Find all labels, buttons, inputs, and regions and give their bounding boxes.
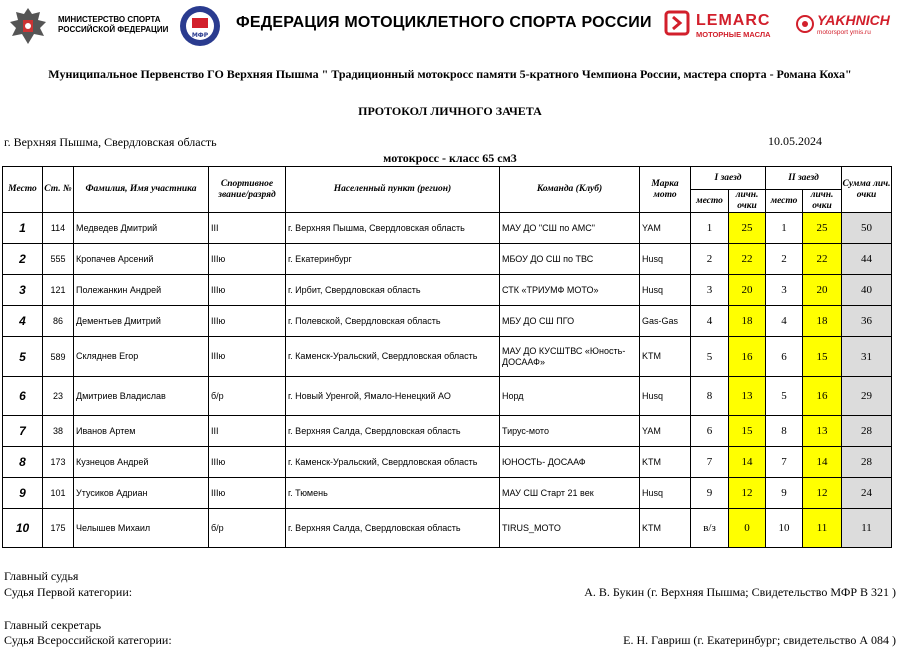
table-row xyxy=(3,377,892,416)
header-race2: II заезд xyxy=(766,167,842,190)
cell-race2-place: 8 xyxy=(766,416,803,447)
russian-eagle-emblem-icon xyxy=(6,4,50,48)
secretary-category: Судья Всероссийской категории: xyxy=(4,633,172,647)
cell-race1-points: 22 xyxy=(729,244,766,275)
cell-total: 31 xyxy=(842,337,892,377)
header-total: Сумма лич. очки xyxy=(842,167,892,213)
cell-team: МАУ СШ Старт 21 век xyxy=(500,478,640,509)
cell-city: г. Верхняя Пышма, Свердловская область xyxy=(286,213,500,244)
cell-team: МБУ ДО СШ ПГО xyxy=(500,306,640,337)
cell-race2-place: 1 xyxy=(766,213,803,244)
cell-race1-place: 3 xyxy=(691,275,729,306)
cell-place: 4 xyxy=(3,306,43,337)
cell-team: МАУ ДО КУСШТВС «Юность-ДОСААФ» xyxy=(500,337,640,377)
cell-city: г. Полевской, Свердловская область xyxy=(286,306,500,337)
table-row xyxy=(3,447,892,478)
cell-name: Кропачев Арсений xyxy=(74,244,209,275)
cell-team: ЮНОСТЬ- ДОСААФ xyxy=(500,447,640,478)
cell-race1-points: 12 xyxy=(729,478,766,509)
cell-name: Медведев Дмитрий xyxy=(74,213,209,244)
cell-place: 7 xyxy=(3,416,43,447)
cell-race1-points: 16 xyxy=(729,337,766,377)
cell-name: Кузнецов Андрей xyxy=(74,447,209,478)
cell-rank: IIIю xyxy=(209,275,286,306)
header-place: Место xyxy=(3,167,43,213)
cell-race2-points: 14 xyxy=(803,447,842,478)
cell-place: 9 xyxy=(3,478,43,509)
cell-name: Дементьев Дмитрий xyxy=(74,306,209,337)
cell-bike: KTM xyxy=(640,337,691,377)
table-row xyxy=(3,416,892,447)
cell-rank: б/р xyxy=(209,377,286,416)
results-table xyxy=(2,166,892,548)
cell-team: Норд xyxy=(500,377,640,416)
judge-title: Главный судья xyxy=(4,569,79,583)
cell-place: 1 xyxy=(3,213,43,244)
cell-start-no: 101 xyxy=(43,478,74,509)
cell-total: 50 xyxy=(842,213,892,244)
cell-name: Челышев Михаил xyxy=(74,509,209,548)
cell-total: 28 xyxy=(842,416,892,447)
cell-rank: IIIю xyxy=(209,447,286,478)
cell-start-no: 38 xyxy=(43,416,74,447)
header-race2-points: личн. очки xyxy=(803,190,842,213)
cell-bike: YAM xyxy=(640,416,691,447)
cell-rank: III xyxy=(209,213,286,244)
cell-city: г. Верхняя Салда, Свердловская область xyxy=(286,509,500,548)
header-city: Населенный пункт (регион) xyxy=(286,167,500,213)
cell-start-no: 173 xyxy=(43,447,74,478)
ministry-line1: МИНИСТЕРСТВО СПОРТА xyxy=(58,15,161,24)
cell-race1-place: 9 xyxy=(691,478,729,509)
cell-race2-points: 11 xyxy=(803,509,842,548)
cell-race2-place: 3 xyxy=(766,275,803,306)
cell-race2-place: 5 xyxy=(766,377,803,416)
cell-race1-points: 15 xyxy=(729,416,766,447)
secretary-title: Главный секретарь xyxy=(4,618,102,632)
judge-name: А. В. Букин (г. Верхняя Пышма; Свидетельство МФР В 321 ) xyxy=(584,585,896,599)
cell-race1-points: 18 xyxy=(729,306,766,337)
table-row xyxy=(3,275,892,306)
cell-start-no: 114 xyxy=(43,213,74,244)
table-row xyxy=(3,244,892,275)
cell-city: г. Новый Уренгой, Ямало-Ненецкий АО xyxy=(286,377,500,416)
table-row xyxy=(3,213,892,244)
cell-race1-points: 13 xyxy=(729,377,766,416)
cell-race2-place: 2 xyxy=(766,244,803,275)
lemarc-sub: МОТОРНЫЕ МАСЛА xyxy=(696,30,771,39)
cell-place: 8 xyxy=(3,447,43,478)
event-date: 10.05.2024 xyxy=(768,134,822,148)
cell-race1-place: 5 xyxy=(691,337,729,377)
cell-name: Скляднев Егор xyxy=(74,337,209,377)
cell-race1-points: 20 xyxy=(729,275,766,306)
cell-team: СТК «ТРИУМФ МОТО» xyxy=(500,275,640,306)
cell-race2-place: 6 xyxy=(766,337,803,377)
protocol-title: ПРОТОКОЛ ЛИЧНОГО ЗАЧЕТА xyxy=(358,104,542,118)
cell-city: г. Тюмень xyxy=(286,478,500,509)
header-rank: Спортивное звание/разряд xyxy=(209,167,286,213)
header-bike: Марка мото xyxy=(640,167,691,213)
cell-city: г. Верхняя Салда, Свердловская область xyxy=(286,416,500,447)
cell-rank: IIIю xyxy=(209,337,286,377)
cell-total: 44 xyxy=(842,244,892,275)
header-race1-points: личн. очки xyxy=(729,190,766,213)
cell-bike: Husq xyxy=(640,478,691,509)
cell-race1-place: в/з xyxy=(691,509,729,548)
cell-total: 29 xyxy=(842,377,892,416)
cell-bike: Husq xyxy=(640,275,691,306)
page-header xyxy=(0,0,900,52)
cell-start-no: 23 xyxy=(43,377,74,416)
cell-race1-place: 7 xyxy=(691,447,729,478)
judge-category: Судья Первой категории: xyxy=(4,585,133,599)
cell-race2-points: 16 xyxy=(803,377,842,416)
cell-race1-points: 14 xyxy=(729,447,766,478)
cell-place: 5 xyxy=(3,337,43,377)
cell-race1-points: 25 xyxy=(729,213,766,244)
cell-team: Тирус-мото xyxy=(500,416,640,447)
results-body xyxy=(3,213,892,548)
cell-city: г. Каменск-Уральский, Свердловская область xyxy=(286,447,500,478)
cell-start-no: 555 xyxy=(43,244,74,275)
cell-rank: IIIю xyxy=(209,244,286,275)
header-race1: I заезд xyxy=(691,167,766,190)
lemarc-logo xyxy=(664,10,784,44)
cell-race1-place: 6 xyxy=(691,416,729,447)
table-row xyxy=(3,306,892,337)
cell-name: Утусиков Адриан xyxy=(74,478,209,509)
event-place: г. Верхняя Пышма, Свердловская область xyxy=(4,135,217,149)
header-start-no: Ст. № xyxy=(43,167,74,213)
cell-place: 2 xyxy=(3,244,43,275)
yakhnich-sub: motorsport ymis.ru xyxy=(817,29,871,36)
cell-bike: KTM xyxy=(640,509,691,548)
cell-race2-place: 9 xyxy=(766,478,803,509)
cell-rank: б/р xyxy=(209,509,286,548)
header-race2-place: место xyxy=(766,190,803,213)
ministry-name xyxy=(58,15,178,35)
cell-name: Иванов Артем xyxy=(74,416,209,447)
cell-city: г. Ирбит, Свердловская область xyxy=(286,275,500,306)
cell-race1-points: 0 xyxy=(729,509,766,548)
mfr-logo-text: МФР xyxy=(191,32,209,39)
header-team: Команда (Клуб) xyxy=(500,167,640,213)
cell-bike: KTM xyxy=(640,447,691,478)
yakhnich-icon xyxy=(795,14,815,34)
cell-start-no: 175 xyxy=(43,509,74,548)
cell-total: 36 xyxy=(842,306,892,337)
cell-race1-place: 4 xyxy=(691,306,729,337)
cell-team: МБОУ ДО СШ по ТВС xyxy=(500,244,640,275)
cell-start-no: 86 xyxy=(43,306,74,337)
cell-total: 11 xyxy=(842,509,892,548)
ministry-line2: РОССИЙСКОЙ ФЕДЕРАЦИИ xyxy=(58,25,169,34)
cell-bike: YAM xyxy=(640,213,691,244)
cell-race2-points: 15 xyxy=(803,337,842,377)
class-line: мотокросс - класс 65 см3 xyxy=(383,151,517,165)
lemarc-icon xyxy=(664,10,690,36)
cell-city: г. Екатеринбург xyxy=(286,244,500,275)
event-title: Муниципальное Первенство ГО Верхняя Пышма " Традиционный мотокросс памяти 5-кратного Чемпиона России, мастера спорта - Романа Коха" xyxy=(48,67,852,81)
cell-total: 28 xyxy=(842,447,892,478)
cell-bike: Husq xyxy=(640,377,691,416)
cell-race1-place: 2 xyxy=(691,244,729,275)
header-race1-place: место xyxy=(691,190,729,213)
cell-race1-place: 8 xyxy=(691,377,729,416)
cell-name: Полежанкин Андрей xyxy=(74,275,209,306)
cell-total: 40 xyxy=(842,275,892,306)
secretary-name: Е. Н. Гавриш (г. Екатеринбург; свидетельство А 084 ) xyxy=(623,633,896,647)
cell-race2-points: 22 xyxy=(803,244,842,275)
federation-title: ФЕДЕРАЦИЯ МОТОЦИКЛЕТНОГО СПОРТА РОССИИ xyxy=(236,14,652,31)
cell-race2-points: 18 xyxy=(803,306,842,337)
cell-place: 3 xyxy=(3,275,43,306)
cell-start-no: 121 xyxy=(43,275,74,306)
yakhnich-name: YAKHNICH xyxy=(817,12,890,28)
cell-race2-place: 7 xyxy=(766,447,803,478)
cell-race2-points: 12 xyxy=(803,478,842,509)
cell-race2-points: 20 xyxy=(803,275,842,306)
cell-bike: Husq xyxy=(640,244,691,275)
cell-team: МАУ ДО "СШ по АМС" xyxy=(500,213,640,244)
cell-rank: III xyxy=(209,416,286,447)
cell-race2-points: 13 xyxy=(803,416,842,447)
table-row xyxy=(3,509,892,548)
cell-race1-place: 1 xyxy=(691,213,729,244)
cell-race2-place: 10 xyxy=(766,509,803,548)
cell-city: г. Каменск-Уральский, Свердловская область xyxy=(286,337,500,377)
cell-race2-points: 25 xyxy=(803,213,842,244)
table-row xyxy=(3,337,892,377)
cell-rank: IIIю xyxy=(209,478,286,509)
cell-team: TIRUS_MOTO xyxy=(500,509,640,548)
cell-race2-place: 4 xyxy=(766,306,803,337)
mfr-logo-icon xyxy=(178,4,222,48)
cell-bike: Gas-Gas xyxy=(640,306,691,337)
yakhnich-logo xyxy=(795,12,895,44)
header-name: Фамилия, Имя участника xyxy=(74,167,209,213)
cell-total: 24 xyxy=(842,478,892,509)
cell-place: 6 xyxy=(3,377,43,416)
cell-name: Дмитриев Владислав xyxy=(74,377,209,416)
lemarc-name: LEMARC xyxy=(696,12,771,29)
cell-start-no: 589 xyxy=(43,337,74,377)
cell-place: 10 xyxy=(3,509,43,548)
table-row xyxy=(3,478,892,509)
cell-rank: IIIю xyxy=(209,306,286,337)
